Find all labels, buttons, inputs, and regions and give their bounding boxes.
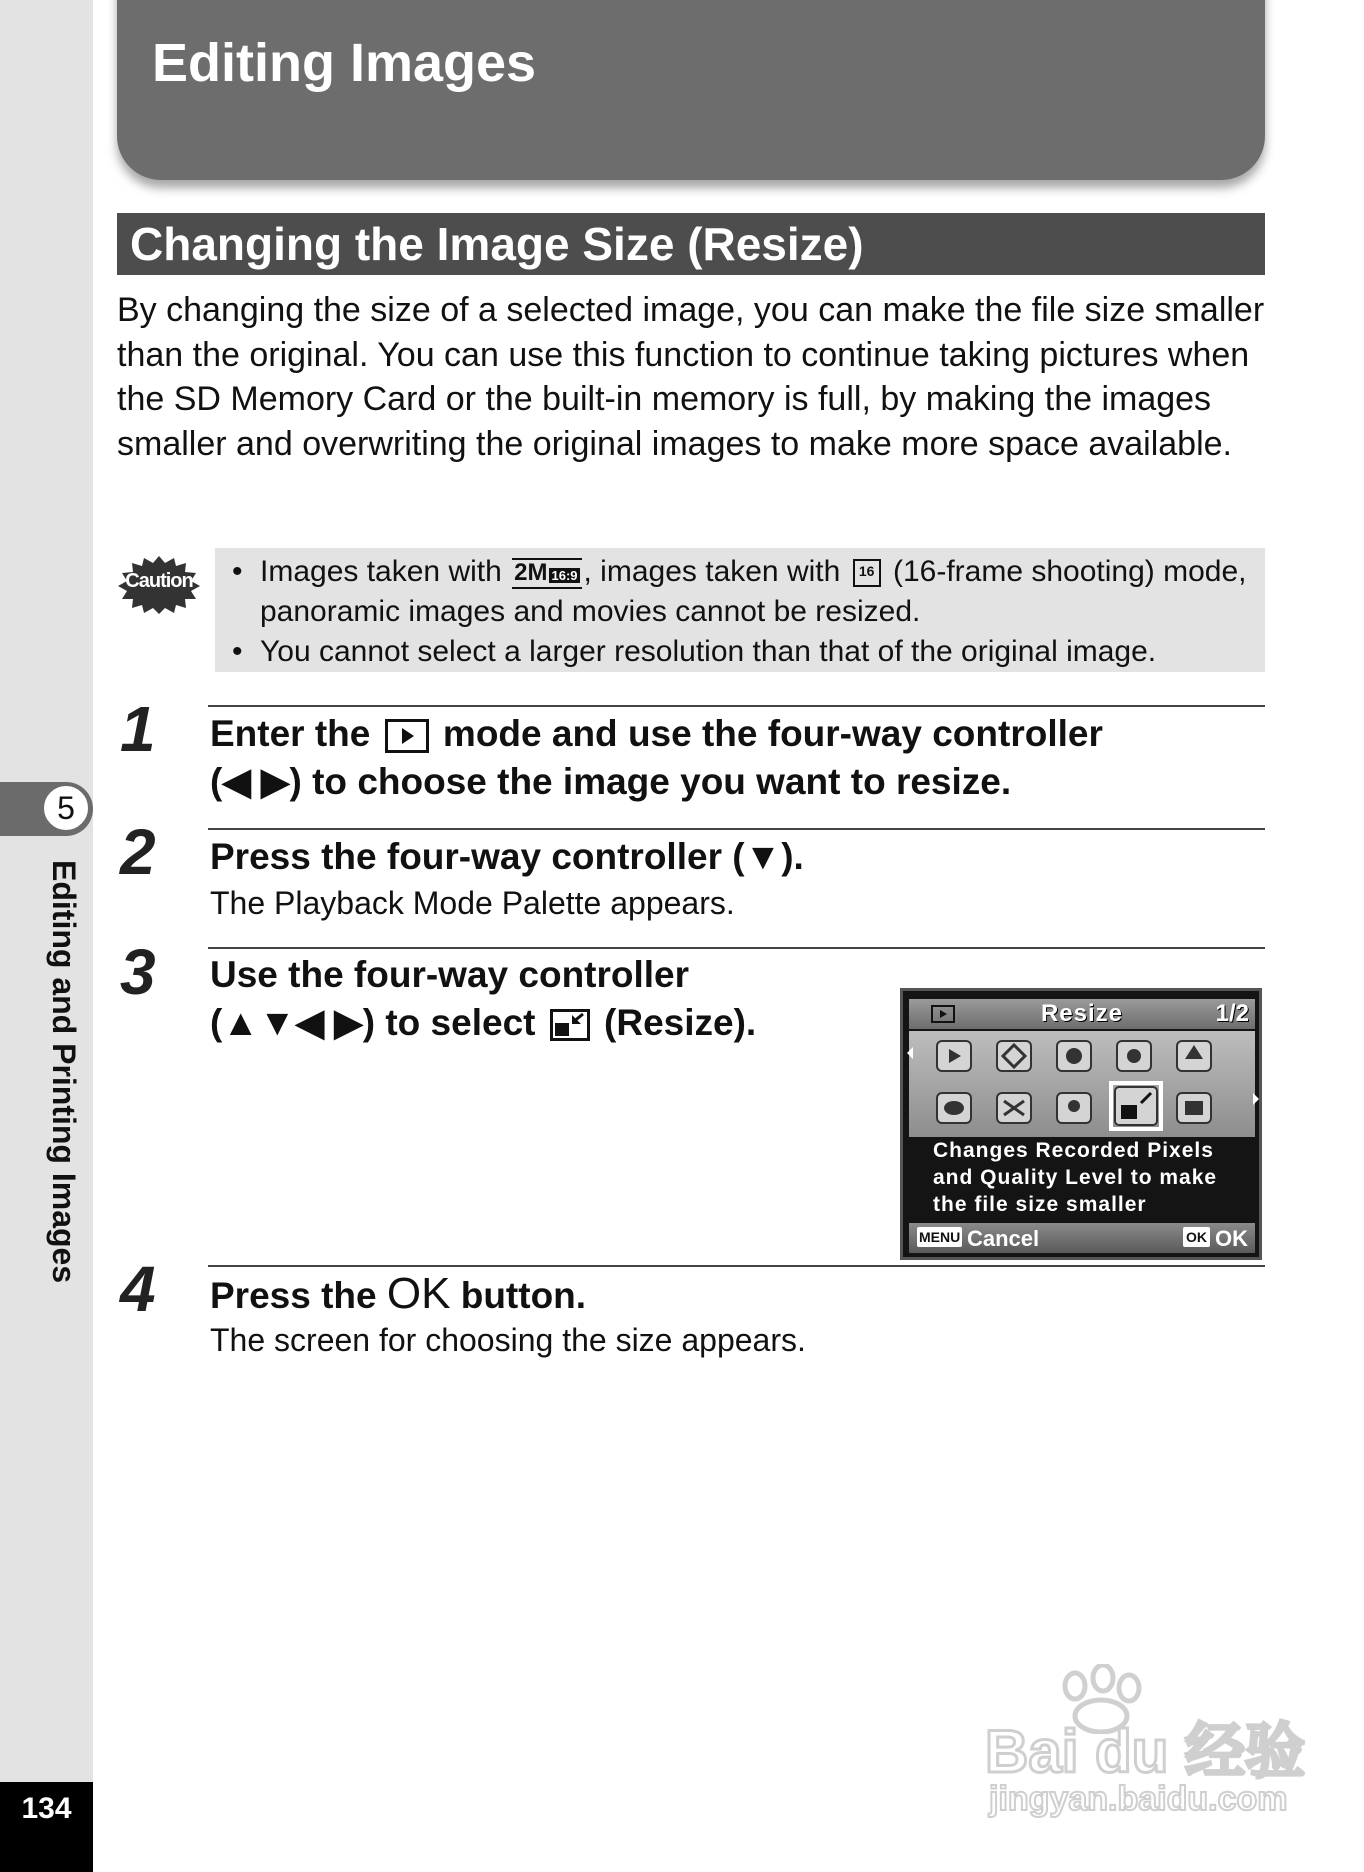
- resolution-2m-icon: [512, 558, 581, 589]
- camera-lcd-screen: [900, 988, 1262, 1260]
- lcd-desc-line: the file size smaller: [933, 1193, 1147, 1216]
- ok-key-icon: OK: [1183, 1227, 1210, 1247]
- page-number: 134: [0, 1782, 93, 1872]
- chapter-title-vertical: Editing and Printing Images: [46, 860, 82, 1284]
- step-number: 3: [120, 936, 156, 1008]
- caution-text: You cannot select a larger resolution than that of the original image.: [260, 635, 1157, 668]
- chapter-number: 5: [42, 784, 90, 832]
- lcd-ok-label: OK: [1215, 1226, 1248, 1251]
- lcd-desc-line: Changes Recorded Pixels: [933, 1139, 1214, 1162]
- caution-text: , images taken with: [583, 555, 841, 588]
- step-divider: [208, 828, 1265, 830]
- intro-paragraph: By changing the size of a selected image, you can make the file size smaller than the original. You can use this function to continue taking pictures when the SD Memory Card or the built-in memory is full, by making the images smaller and overwriting the original images to make more space available.: [117, 291, 1265, 463]
- playback-icon: [385, 719, 429, 753]
- step-divider: [208, 705, 1265, 707]
- lcd-desc-line: and Quality Level to make: [933, 1166, 1218, 1189]
- lcd-icon-grid: [903, 1031, 1262, 1141]
- page-title: Editing Images: [152, 33, 537, 93]
- lcd-bottom-bar: [909, 1223, 1255, 1253]
- ratio-16-9-text: 16:9: [551, 567, 578, 583]
- watermark-url: jingyan.baidu.com: [989, 1780, 1288, 1818]
- step-1-title: [210, 710, 1103, 806]
- step-text: Press the: [210, 1275, 377, 1316]
- frame-16-icon: 16: [853, 559, 881, 587]
- step-number: 4: [120, 1253, 156, 1325]
- lcd-description: [909, 1137, 1255, 1227]
- step-text: button.: [460, 1275, 587, 1316]
- step-text: Enter the: [210, 713, 371, 754]
- step-number: 2: [120, 816, 156, 888]
- lcd-page-indicator: 1/2: [1215, 1000, 1249, 1027]
- watermark-brand: Bai du 经验: [985, 1718, 1306, 1785]
- step-text: Use the four-way controller: [210, 954, 690, 995]
- section-title: Changing the Image Size (Resize): [130, 218, 864, 270]
- ok-button-label: OK: [386, 1269, 451, 1318]
- step-2-description: The Playback Mode Palette appears.: [210, 885, 735, 921]
- step-text: (▲▼◀ ▶) to select: [210, 1002, 536, 1043]
- caution-icon: [118, 556, 200, 619]
- bullet: •: [232, 555, 243, 588]
- caution-item: [232, 632, 1262, 672]
- step-text: mode and use the four-way controller: [442, 713, 1103, 754]
- caution-item: [232, 552, 1262, 632]
- bullet: •: [232, 635, 243, 668]
- lcd-title-bar: [909, 999, 1255, 1029]
- caution-text: (16-frame shooting) mode, panoramic images and movies cannot be resized.: [260, 555, 1247, 628]
- step-4-description: The screen for choosing the size appears.: [210, 1322, 806, 1358]
- step-text: (Resize).: [604, 1002, 757, 1043]
- step-4-title: [210, 1270, 586, 1320]
- caution-list: [232, 552, 1262, 672]
- caution-text: Images taken with: [260, 555, 502, 588]
- lcd-title: Resize: [1040, 1000, 1124, 1027]
- step-2-title: Press the four-way controller (▼).: [210, 836, 804, 877]
- step-text: (◀ ▶) to choose the image you want to resize.: [210, 761, 1012, 802]
- resolution-2m-text: 2M: [514, 558, 548, 586]
- step-divider: [208, 947, 1265, 949]
- resize-icon: [550, 1009, 590, 1041]
- step-divider: [208, 1265, 1265, 1267]
- lcd-cancel-label: Cancel: [967, 1226, 1040, 1251]
- step-3-title: [210, 951, 756, 1047]
- step-number: 1: [120, 693, 156, 765]
- caution-label: Caution: [125, 570, 193, 592]
- menu-key-icon: MENU: [919, 1229, 961, 1245]
